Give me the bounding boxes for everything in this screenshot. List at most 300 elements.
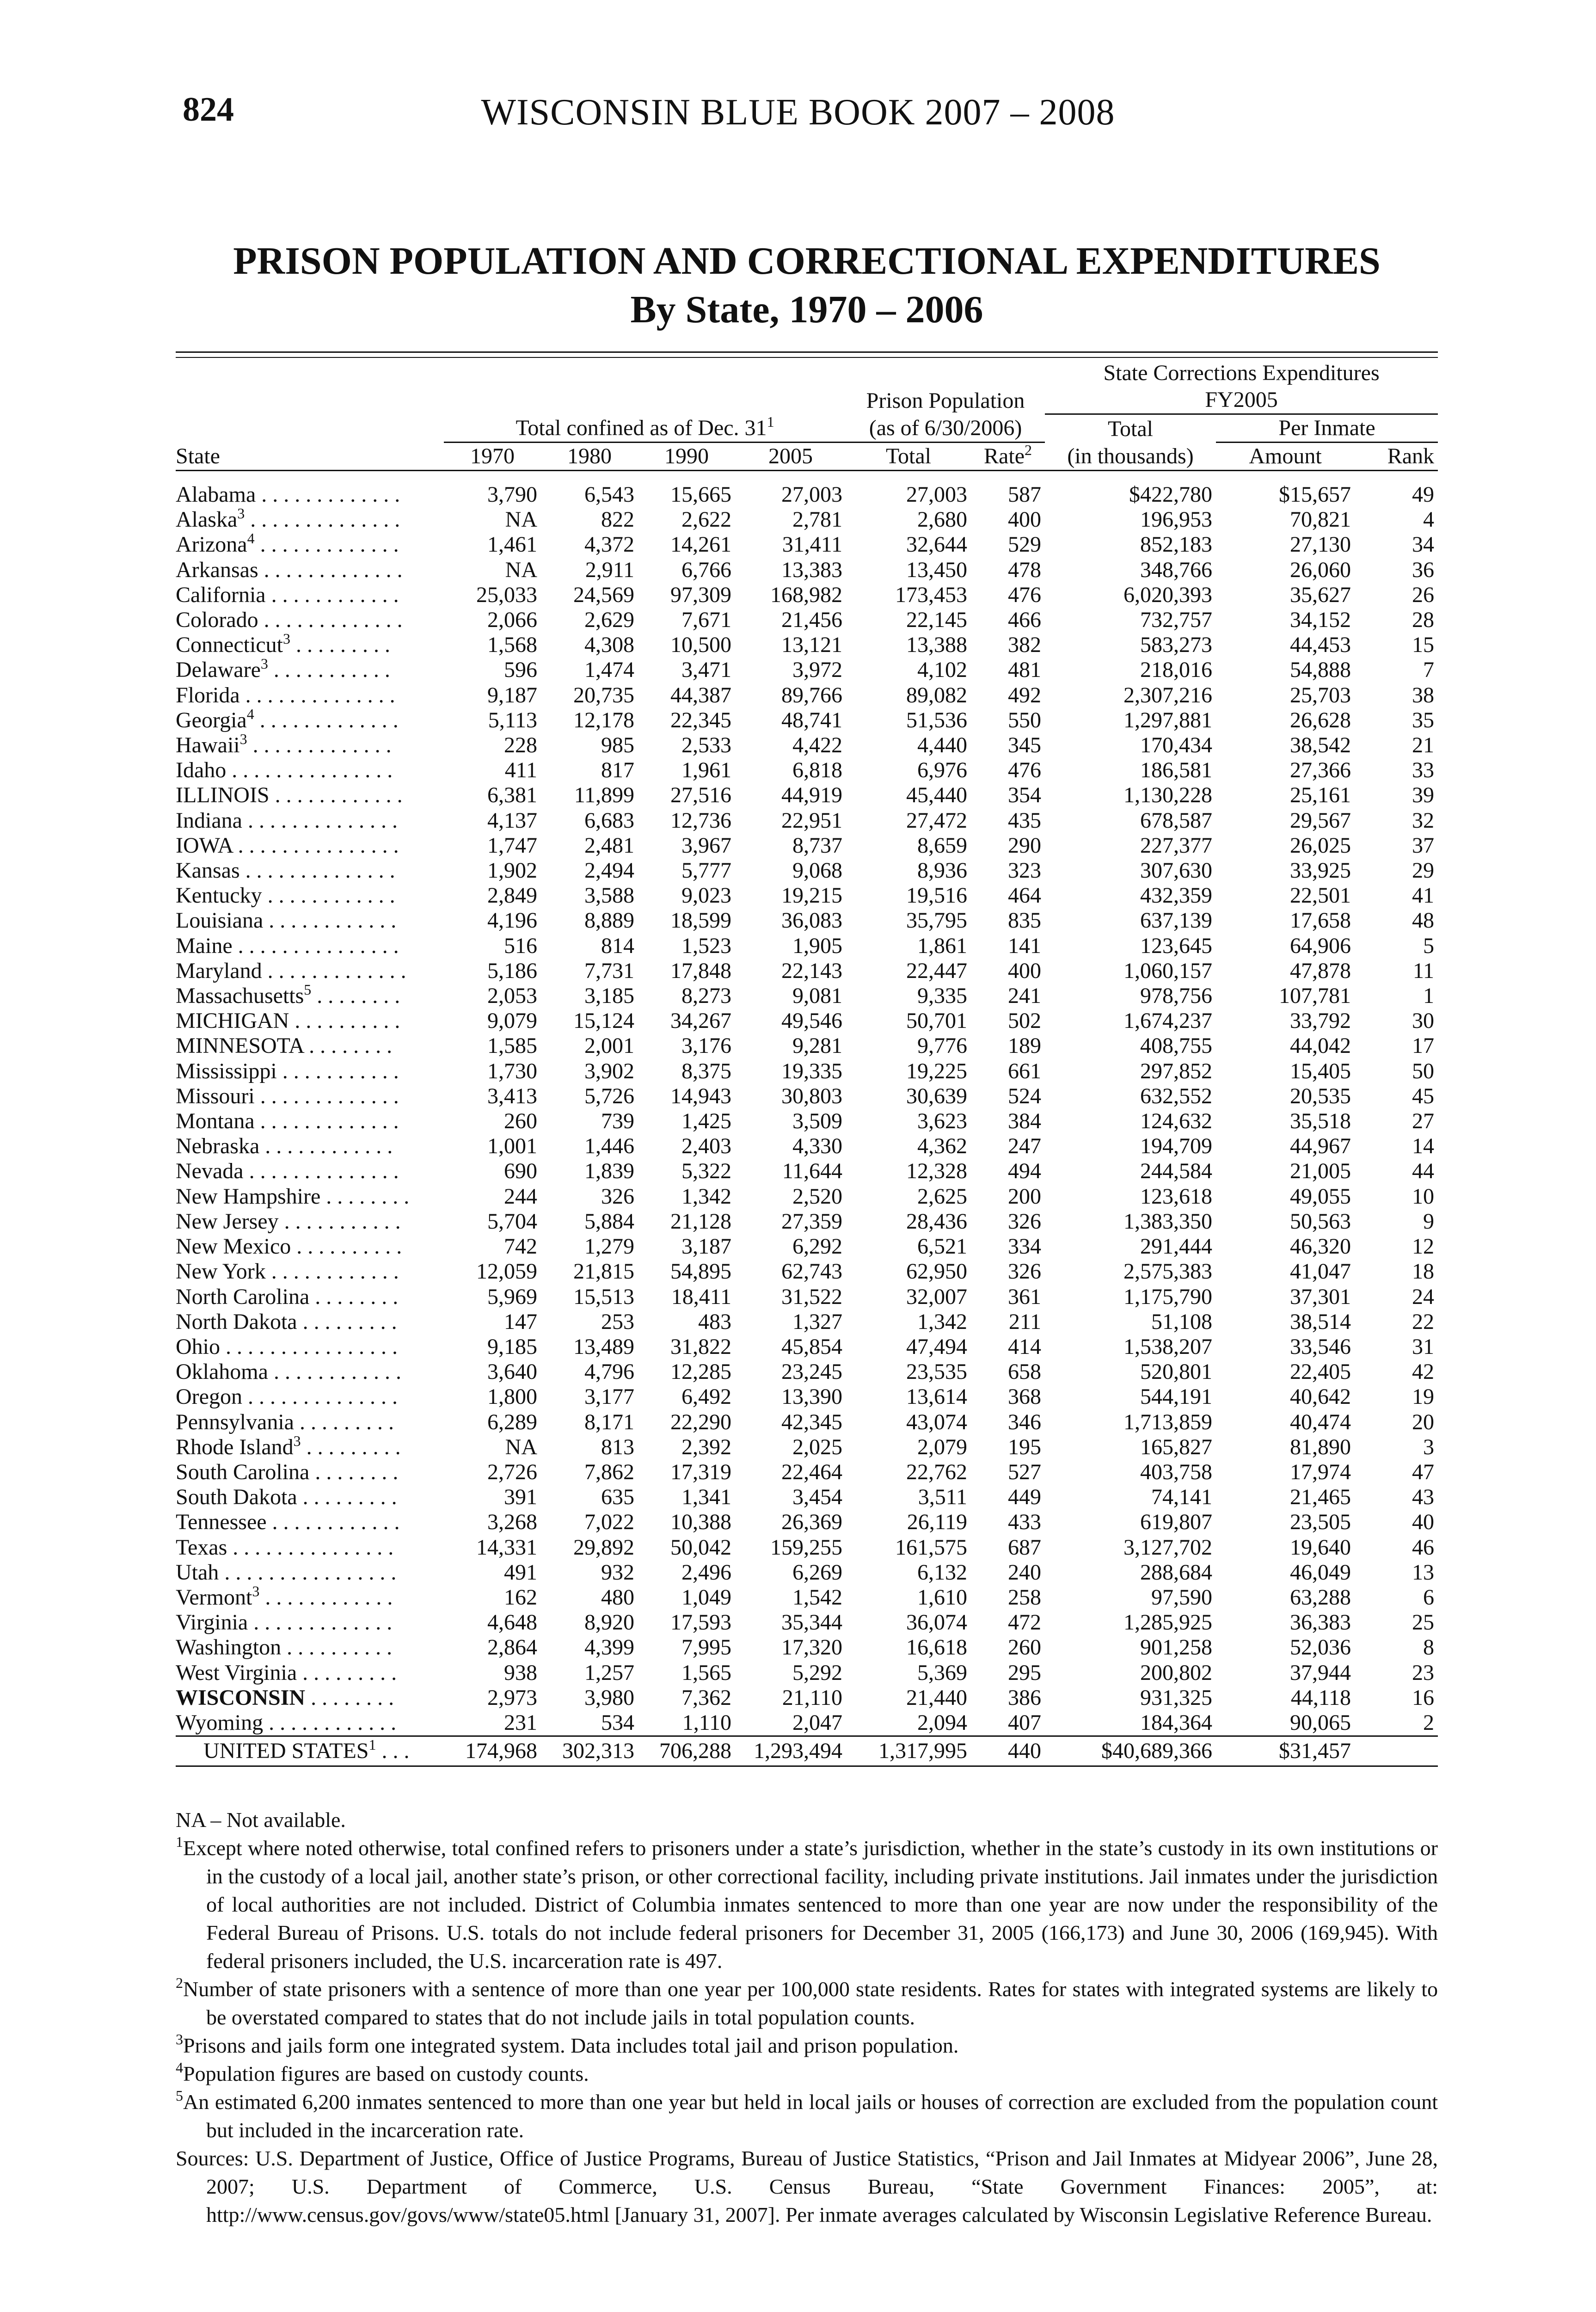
cell-total: 27,003: [906, 482, 967, 507]
cell-total: 1,861: [917, 933, 967, 958]
cell-exp-total: 583,273: [1140, 633, 1213, 658]
table-row: [176, 1234, 1438, 1259]
table-row: [176, 1109, 1438, 1134]
table-row: [176, 758, 1438, 783]
cell-amount: 37,301: [1290, 1284, 1351, 1309]
state-footnote-ref: 3: [293, 1434, 301, 1449]
cell-y1990: 97,309: [670, 582, 731, 607]
cell-rate: 476: [1008, 582, 1042, 607]
cell-y1980: 13,489: [573, 1334, 634, 1359]
state-cell: [176, 1660, 444, 1685]
cell-y1990: 14,261: [670, 532, 731, 557]
table-row: [176, 633, 1438, 658]
cell-y1990: 1,523: [681, 933, 731, 958]
as-of-header: (as of 6/30/2006): [846, 414, 1045, 443]
cell-rate: 492: [1008, 683, 1042, 707]
cell-rate: 449: [1008, 1485, 1042, 1510]
cell-y1980: 534: [601, 1710, 634, 1735]
cell-total: 32,007: [906, 1284, 967, 1309]
state-name: UNITED STATES: [203, 1739, 369, 1764]
cell-rate: 354: [1008, 783, 1042, 808]
cell-rank: 16: [1412, 1685, 1435, 1710]
cell-y1970: 3,413: [487, 1083, 537, 1108]
cell-total: 9,776: [917, 1033, 967, 1058]
state-name: Montana: [176, 1109, 255, 1134]
cell-y1970: NA: [505, 557, 537, 582]
cell-y2005: 13,121: [781, 633, 842, 658]
cell-y2005: 89,766: [781, 683, 842, 707]
cell-y1970: 9,185: [487, 1334, 537, 1359]
leader-dots: . . . . . . . . . . . . . . .: [227, 1535, 394, 1560]
leader-dots: . . . . . . . . . . . .: [266, 1510, 400, 1535]
state-cell: [176, 583, 444, 608]
cell-total: 26,119: [907, 1510, 967, 1535]
cell-y1980: 29,892: [573, 1535, 634, 1560]
cell-amount: 44,118: [1290, 1685, 1351, 1710]
cell-rank: 7: [1423, 658, 1435, 683]
state-cell: [176, 1134, 444, 1159]
cell-rank: 44: [1412, 1159, 1435, 1184]
cell-y1970: 9,187: [487, 683, 537, 707]
cell-y1970: 162: [504, 1585, 537, 1610]
cell-exp-total: 632,552: [1140, 1083, 1213, 1108]
state-footnote-ref: 3: [282, 633, 290, 647]
cell-total: 62,950: [906, 1259, 967, 1284]
cell-amount: 17,974: [1290, 1459, 1351, 1484]
cell-y2005: 62,743: [781, 1259, 842, 1284]
table-row: [176, 1084, 1438, 1109]
cell-rate: 661: [1008, 1058, 1042, 1083]
cell-rate: 323: [1008, 858, 1042, 883]
cell-y1970: 6,381: [487, 783, 537, 808]
cell-y1980: 7,731: [584, 958, 634, 983]
cell-rank: 23: [1412, 1660, 1435, 1685]
leader-dots: . . . . . . . . . . . .: [263, 1710, 397, 1735]
cell-exp-total: 520,801: [1140, 1359, 1213, 1384]
cell-total: 22,447: [906, 958, 967, 983]
cell-rate: 290: [1008, 833, 1042, 858]
cell-total: 13,450: [906, 557, 967, 582]
cell-exp-total: $422,780: [1129, 482, 1213, 507]
cell-total: 22,762: [906, 1459, 967, 1484]
cell-y1980: 5,726: [584, 1083, 634, 1108]
cell-y1990: 1,342: [681, 1184, 731, 1209]
cell-amount: 26,025: [1290, 833, 1351, 858]
cell-rate: 334: [1008, 1234, 1042, 1259]
state-cell: [176, 683, 444, 708]
cell-total: 3,623: [917, 1109, 967, 1134]
cell-exp-total: 297,852: [1140, 1058, 1213, 1083]
cell-amount: 25,161: [1290, 783, 1351, 808]
leader-dots: . . . . . . . . . . . . .: [248, 1610, 393, 1635]
cell-y1980: 8,171: [584, 1409, 634, 1434]
cell-rank: 12: [1412, 1234, 1435, 1259]
fy-header: FY2005: [1045, 387, 1438, 414]
state-cell: [176, 733, 444, 758]
col-1980: 1980: [541, 443, 638, 471]
cell-rate: 524: [1008, 1083, 1042, 1108]
leader-dots: . . . . . . . .: [303, 1033, 393, 1058]
cell-rate: 478: [1008, 557, 1042, 582]
state-name: WISCONSIN: [176, 1685, 306, 1710]
cell-y1990: 2,403: [681, 1134, 731, 1159]
cell-y1970: 14,331: [476, 1535, 537, 1560]
cell-y1980: 739: [601, 1109, 634, 1134]
cell-amount: 27,130: [1290, 532, 1351, 557]
cell-y2005: 23,245: [781, 1359, 842, 1384]
cell-amount: 20,535: [1290, 1083, 1351, 1108]
state-name: West Virginia: [176, 1660, 297, 1685]
cell-y2005: 19,215: [781, 883, 842, 908]
table-row: [176, 733, 1438, 758]
state-cell: [176, 833, 444, 858]
cell-amount: 38,542: [1290, 733, 1351, 758]
state-name: New Mexico: [176, 1234, 291, 1259]
cell-y1990: 706,288: [638, 1736, 735, 1766]
cell-y1970: 260: [504, 1109, 537, 1134]
cell-rate: 345: [1008, 733, 1042, 758]
cell-y2005: 8,737: [792, 833, 842, 858]
cell-y1970: 3,790: [487, 482, 537, 507]
cell-exp-total: 74,141: [1151, 1485, 1213, 1510]
note-4: $^4$Population figures are based on custody counts.: [176, 2059, 589, 2085]
cell-y2005: 27,003: [781, 482, 842, 507]
cell-y2005: 22,951: [781, 808, 842, 833]
cell-amount: 64,906: [1290, 933, 1351, 958]
cell-exp-total: 678,587: [1140, 808, 1213, 833]
cell-y1980: 635: [601, 1485, 634, 1510]
cell-y2005: 45,854: [781, 1334, 842, 1359]
cell-amount: 29,567: [1290, 808, 1351, 833]
state-cell: [176, 1485, 444, 1510]
cell-amount: 34,152: [1290, 608, 1351, 633]
cell-rate: 464: [1008, 883, 1042, 908]
cell-y1990: 2,622: [681, 507, 731, 532]
cell-rate: 326: [1008, 1209, 1042, 1234]
leader-dots: . . . . . . . . .: [290, 633, 390, 658]
cell-rate: 211: [1008, 1309, 1042, 1334]
cell-y1990: 15,665: [670, 482, 731, 507]
table-row: [176, 1635, 1438, 1660]
table-row: [176, 658, 1438, 683]
cell-amount: 22,501: [1290, 883, 1351, 908]
cell-y1980: 24,569: [573, 582, 634, 607]
cell-y1970: 4,648: [487, 1610, 537, 1635]
table-row: [176, 471, 1438, 508]
cell-amount: 26,628: [1290, 707, 1351, 732]
cell-rank: 25: [1412, 1610, 1435, 1635]
cell-y1970: NA: [505, 1434, 537, 1459]
state-name: Wyoming: [176, 1710, 264, 1735]
cell-amount: 44,042: [1290, 1033, 1351, 1058]
cell-y1990: 6,766: [681, 557, 731, 582]
cell-rate: 502: [1008, 1008, 1042, 1033]
cell-y2005: 35,344: [781, 1610, 842, 1635]
cell-y2005: 27,359: [781, 1209, 842, 1234]
leader-dots: . . . . . . . . . . . . .: [254, 1109, 399, 1134]
note-5: $^5$An estimated 6,200 inmates sentenced to more than one year but held in local jails or houses of correction are excluded from the population count but included in the incarceration rate.: [176, 2087, 1438, 2142]
col-rate: Rate$^2$: [971, 443, 1045, 471]
cell-rate: 658: [1008, 1359, 1042, 1384]
cell-exp-total: 1,383,350: [1123, 1209, 1213, 1234]
cell-rank: 28: [1412, 608, 1435, 633]
table-row: [176, 1685, 1438, 1710]
cell-amount: 41,047: [1290, 1259, 1351, 1284]
state-cell: [176, 1310, 444, 1334]
cell-rank: 5: [1423, 933, 1435, 958]
per-inmate-header: Per Inmate: [1216, 414, 1438, 443]
state-name: Hawaii: [176, 733, 240, 758]
cell-y1980: 20,735: [573, 683, 634, 707]
cell-y2005: 4,422: [792, 733, 842, 758]
leader-dots: . . . . . . . . . . . .: [259, 1585, 393, 1610]
leader-dots: . . . . . . . . . . . . . . . .: [220, 1334, 398, 1359]
cell-amount: 33,546: [1290, 1334, 1351, 1359]
state-name: Washington: [176, 1635, 282, 1660]
cell-rate: 433: [1008, 1510, 1042, 1535]
page-title: PRISON POPULATION AND CORRECTIONAL EXPENDITURES: [233, 240, 1381, 283]
cell-rank: 19: [1412, 1384, 1435, 1409]
cell-rank: 45: [1412, 1083, 1435, 1108]
cell-y1970: 12,059: [476, 1259, 537, 1284]
page-number: 824: [183, 91, 234, 129]
cell-y1970: 391: [504, 1485, 537, 1510]
table-total-row: [176, 1736, 1438, 1766]
cell-amount: 44,967: [1290, 1134, 1351, 1159]
cell-amount: 44,453: [1290, 633, 1351, 658]
cell-y2005: 22,143: [781, 958, 842, 983]
cell-rank: 21: [1412, 733, 1435, 758]
state-cell: [176, 1059, 444, 1084]
cell-exp-total: 186,581: [1140, 758, 1213, 783]
table-row: [176, 1359, 1438, 1384]
state-cell: [176, 984, 444, 1008]
cell-y1970: 2,066: [487, 608, 537, 633]
cell-y2005: 3,454: [792, 1485, 842, 1510]
cell-y1990: 3,967: [681, 833, 731, 858]
cell-rate: 435: [1008, 808, 1042, 833]
cell-y1970: 228: [504, 733, 537, 758]
state-name: Kansas: [176, 858, 240, 883]
state-cell: [176, 1084, 444, 1109]
cell-rate: 481: [1008, 658, 1042, 683]
cell-y2005: 2,781: [792, 507, 842, 532]
cell-rank: 20: [1412, 1409, 1435, 1434]
leader-dots: . . . . . . . . . . .: [276, 1058, 399, 1083]
state-cell: [176, 1259, 444, 1284]
cell-y1980: 12,178: [573, 707, 634, 732]
cell-total: 6,976: [917, 758, 967, 783]
cell-total: 32,644: [906, 532, 967, 557]
state-name: Alabama: [176, 482, 256, 507]
cell-total: 4,440: [917, 733, 967, 758]
cell-total: 12,328: [906, 1159, 967, 1184]
table-row: [176, 1435, 1438, 1460]
state-name: California: [176, 582, 266, 607]
cell-y1980: 4,399: [584, 1635, 634, 1660]
cell-y1990: 1,049: [681, 1585, 731, 1610]
cell-y1980: 7,022: [584, 1510, 634, 1535]
cell-rate: 472: [1008, 1610, 1042, 1635]
cell-y2005: 3,972: [792, 658, 842, 683]
cell-y1970: 690: [504, 1159, 537, 1184]
cell-amount: 19,640: [1290, 1535, 1351, 1560]
cell-y1990: 3,176: [681, 1033, 731, 1058]
cell-y1980: 253: [601, 1309, 634, 1334]
cell-y1980: 3,185: [584, 984, 634, 1008]
cell-y1980: 813: [601, 1434, 634, 1459]
state-name: Florida: [176, 683, 240, 707]
cell-exp-total: 170,434: [1140, 733, 1213, 758]
cell-rate: 407: [1008, 1710, 1042, 1735]
cell-y1980: 3,177: [584, 1384, 634, 1409]
cell-amount: 26,060: [1290, 557, 1351, 582]
state-footnote-ref: 3: [252, 1585, 260, 1599]
cell-y1970: 3,640: [487, 1359, 537, 1384]
cell-y1970: 1,001: [487, 1134, 537, 1159]
cell-total: 4,362: [917, 1134, 967, 1159]
cell-y1970: 5,113: [488, 707, 537, 732]
state-name: Nevada: [176, 1159, 244, 1184]
cell-rank: 48: [1412, 908, 1435, 933]
leader-dots: . . . . . . . . . . .: [268, 658, 390, 683]
cell-rate: 687: [1008, 1535, 1042, 1560]
table-row: [176, 1610, 1438, 1635]
cell-y1980: 15,513: [573, 1284, 634, 1309]
state-name: Maryland: [176, 958, 262, 983]
cell-exp-total: 194,709: [1140, 1134, 1213, 1159]
cell-exp-total: 637,139: [1140, 908, 1213, 933]
cell-y1980: 1,279: [584, 1234, 634, 1259]
state-cell: [176, 959, 444, 984]
state-corrections-header: State Corrections Expenditures: [1103, 361, 1380, 385]
cell-y2005: 13,390: [781, 1384, 842, 1409]
cell-exp-total: 403,758: [1140, 1459, 1213, 1484]
cell-exp-total: 852,183: [1140, 532, 1213, 557]
state-name: Utah: [176, 1560, 219, 1585]
cell-y1970: 1,730: [487, 1058, 537, 1083]
state-name: New York: [176, 1259, 266, 1284]
table-row: [176, 1485, 1438, 1510]
cell-total: 89,082: [906, 683, 967, 707]
leader-dots: . . . . . . . . . . . . . .: [242, 1384, 398, 1409]
cell-rank: 46: [1412, 1535, 1435, 1560]
note-2: $^2$Number of state prisoners with a sentence of more than one year per 100,000 state residents. Rates for states with integrated systems are likely to be overstated compared to states that do not include jails in total population counts.: [176, 1974, 1438, 2029]
cell-y1990: 22,290: [670, 1409, 731, 1434]
cell-rate: 414: [1008, 1334, 1042, 1359]
table-row: [176, 532, 1438, 557]
state-cell: [176, 1585, 444, 1610]
leader-dots: . . . . . . . . . . . . .: [258, 557, 403, 582]
cell-rank: [1355, 1736, 1438, 1766]
cell-y1990: 10,500: [670, 633, 731, 658]
table-row: [176, 883, 1438, 908]
table-row: [176, 1134, 1438, 1159]
cell-y1970: 1,585: [487, 1033, 537, 1058]
cell-y1990: 14,943: [670, 1083, 731, 1108]
state-cell: [176, 1560, 444, 1585]
cell-y1970: 2,053: [487, 984, 537, 1008]
cell-y2005: 4,330: [792, 1134, 842, 1159]
state-name: Rhode Island: [176, 1434, 294, 1459]
state-name: South Carolina: [176, 1459, 310, 1484]
cell-y1980: 1,474: [584, 658, 634, 683]
state-cell: [176, 1460, 444, 1485]
state-name: Maine: [176, 933, 233, 958]
table-row: [176, 1510, 1438, 1535]
leader-dots: . . . . . . . . .: [297, 1309, 397, 1334]
state-name: MINNESOTA: [176, 1033, 304, 1058]
cell-total: 28,436: [906, 1209, 967, 1234]
cell-exp-total: 2,307,216: [1123, 683, 1213, 707]
cell-y1990: 18,599: [670, 908, 731, 933]
cell-y2005: 26,369: [781, 1510, 842, 1535]
cell-y1990: 12,736: [670, 808, 731, 833]
cell-total: 43,074: [906, 1409, 967, 1434]
state-cell: [176, 1736, 444, 1766]
state-cell: [176, 1535, 444, 1560]
state-cell: [176, 1334, 444, 1359]
total-confined-header: Total confined as of Dec. $31^1$: [444, 414, 846, 443]
cell-y1980: 15,124: [573, 1008, 634, 1033]
cell-y1970: 938: [504, 1660, 537, 1685]
table-row: [176, 608, 1438, 633]
cell-y1990: 18,411: [671, 1284, 731, 1309]
state-name: ILLINOIS: [176, 783, 270, 808]
cell-y1990: 3,471: [681, 658, 731, 683]
cell-exp-total: 1,130,228: [1123, 783, 1213, 808]
cell-y1990: 483: [698, 1309, 731, 1334]
state-cell: [176, 908, 444, 933]
cell-rank: 33: [1412, 758, 1435, 783]
cell-amount: 49,055: [1290, 1184, 1351, 1209]
cell-amount: 81,890: [1290, 1434, 1351, 1459]
cell-amount: 54,888: [1290, 658, 1351, 683]
cell-y1990: 50,042: [670, 1535, 731, 1560]
cell-y2005: 1,293,494: [735, 1736, 846, 1766]
cell-total: 27,472: [906, 808, 967, 833]
cell-total: 51,536: [906, 707, 967, 732]
cell-total: 22,145: [906, 608, 967, 633]
table-row: [176, 1410, 1438, 1435]
cell-rate: 466: [1008, 608, 1042, 633]
cell-y1970: 25,033: [476, 582, 537, 607]
state-name: New Jersey: [176, 1209, 279, 1234]
table-row: [176, 1560, 1438, 1585]
leader-dots: . . . . . . . . . . . . .: [262, 958, 406, 983]
cell-total: 21,440: [906, 1685, 967, 1710]
cell-y1990: 8,273: [681, 984, 731, 1008]
leader-dots: . . . . . . . . .: [297, 1485, 397, 1510]
cell-y1990: 7,362: [681, 1685, 731, 1710]
state-name: Nebraska: [176, 1134, 260, 1159]
cell-exp-total: 124,632: [1140, 1109, 1213, 1134]
leader-dots: . . . . . . . . . . . . . . .: [232, 833, 399, 858]
cell-total: 8,659: [917, 833, 967, 858]
cell-y1980: 3,902: [584, 1058, 634, 1083]
leader-dots: . . . . . . . . . . . . . .: [239, 683, 395, 707]
cell-y2005: 6,269: [792, 1560, 842, 1585]
col-total: Total: [846, 443, 971, 471]
cell-exp-total: 432,359: [1140, 883, 1213, 908]
table-row: [176, 1059, 1438, 1084]
leader-dots: . . . . . . . . . . . . .: [254, 532, 399, 557]
cell-rate: 346: [1008, 1409, 1042, 1434]
state-cell: [176, 1685, 444, 1710]
note-3: $^3$Prisons and jails form one integrated system. Data includes total jail and prison population.: [176, 2031, 959, 2057]
cell-y1970: 147: [504, 1309, 537, 1334]
cell-y1980: 4,796: [584, 1359, 634, 1384]
